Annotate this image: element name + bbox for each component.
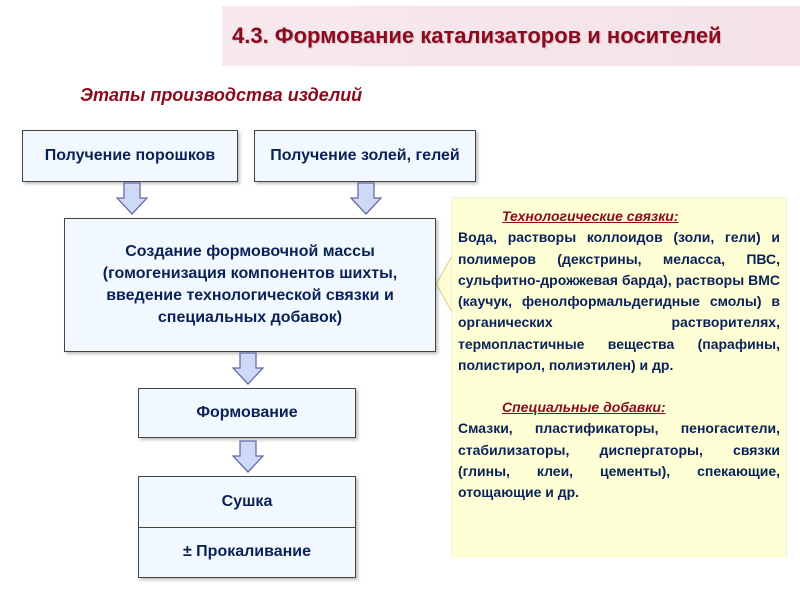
arrow-down-icon xyxy=(350,182,382,216)
box-sols-gels-label: Получение золей, гелей xyxy=(270,146,460,164)
box-forming-mass-line4: специальных добавок) xyxy=(157,309,343,327)
box-forming-mass-line3: введение технологической связки и xyxy=(106,287,394,304)
box-drying xyxy=(139,477,355,528)
box-calcination-label: ± Прокаливание xyxy=(182,543,312,561)
page-title: 4.3. Формование катализаторов и носителей xyxy=(232,23,722,48)
arrow-down-icon xyxy=(232,352,264,386)
callout-pointer xyxy=(436,256,452,312)
section-subtitle: Этапы производства изделий xyxy=(80,85,363,105)
binders-text: Вода, растворы коллоидов (золи, гели) и полимеров (декстрины, меласса, ПВС, сульфитно-дрожжевая барда), растворы ВМС (каучук, фенолформальдегидные смолы) в органических растворителях, термопластичные вещества (парафины, полистирол, полиэтилен) и др. xyxy=(458,229,780,373)
box-forming xyxy=(138,388,356,438)
box-sols-gels xyxy=(254,130,476,182)
arrow-down-icon xyxy=(232,440,264,474)
box-drying-calcination xyxy=(138,476,356,578)
arrow-down-icon xyxy=(116,182,148,216)
box-forming-mass-line1: Создание формовочной массы xyxy=(125,242,375,260)
box-forming-mass xyxy=(64,218,436,352)
additives-text: Смазки, пластификаторы, пеногасители, стабилизаторы, диспергаторы, связки (глины, клеи, цементы), спекающие, отощающие и др. xyxy=(458,420,780,501)
box-powders-label: Получение порошков xyxy=(44,146,216,164)
binders-heading: Технологические связки: xyxy=(502,208,679,224)
box-forming-label: Формование xyxy=(196,403,298,421)
box-forming-mass-line2: (гомогенизация компонентов шихты, xyxy=(102,264,398,282)
box-powders xyxy=(22,130,238,182)
title-banner xyxy=(222,6,800,66)
callout-box xyxy=(452,198,786,558)
box-calcination xyxy=(139,528,355,578)
box-drying-label: Сушка xyxy=(221,492,273,510)
additives-heading: Специальные добавки: xyxy=(502,399,666,416)
